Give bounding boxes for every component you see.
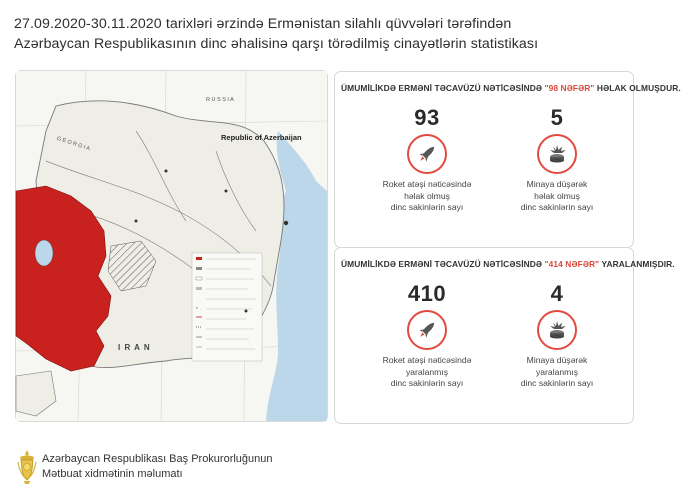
map-title: Republic of Azerbaijan: [221, 133, 302, 142]
killed-stats-panel: [334, 71, 681, 248]
mine-explosion-icon: [537, 310, 577, 350]
rocket-icon: [407, 134, 447, 174]
rocket-icon: [407, 310, 447, 350]
killed-mine-count: 5: [550, 105, 564, 130]
wounded-mine-count: 4: [550, 281, 564, 306]
title-line-2: Azərbaycan Respublikasının dinc əhalisinə qarşı törədilmiş cinayətlərin statistikası: [14, 36, 539, 52]
map-label-iran: I R A N: [118, 343, 151, 352]
footer: [16, 448, 436, 488]
killed-rocket-description: Roket atəşi nəticəsində həlak olmuş dinc sakinlərin sayı: [382, 179, 472, 212]
map-label-georgia: G E O R G I A: [55, 135, 91, 153]
killed-total: "98 NƏFƏR": [544, 83, 595, 93]
wounded-total: "414 NƏFƏR": [544, 259, 600, 269]
killed-rocket-count: 93: [414, 105, 440, 130]
killed-mine-stat: [487, 106, 627, 214]
wounded-rocket-count: 410: [407, 281, 447, 306]
killed-heading: ÜMUMİLİKDƏ ERMƏNİ TƏCAVÜZÜ NƏTİCƏSİNDƏ "98 NƏFƏR" HƏLAK OLMUŞDUR.: [341, 83, 681, 93]
footer-text: [42, 452, 273, 482]
wounded-heading: ÜMUMİLİKDƏ ERMƏNİ TƏCAVÜZÜ NƏTİCƏSİNDƏ "414 NƏFƏR" YARALANMIŞDIR.: [341, 259, 675, 269]
azerbaijan-map: [16, 71, 327, 421]
page-title: [14, 14, 654, 54]
footer-line-2: Mətbuat xidmətinin məlumatı: [42, 468, 183, 480]
map-label-russia: R U S S I A: [206, 97, 234, 103]
wounded-mine-description: Minaya düşərək yaralanmış dinc sakinlərin sayı: [520, 355, 594, 388]
map-panel: [15, 70, 328, 422]
killed-mine-description: Minaya düşərək həlak olmuş dinc sakinlərin sayı: [520, 179, 594, 212]
wounded-stats-panel: [334, 247, 675, 424]
wounded-mine-stat: [487, 282, 627, 390]
wounded-rocket-stat: [357, 282, 497, 390]
mine-explosion-icon: [537, 134, 577, 174]
killed-rocket-stat: [357, 106, 497, 214]
wounded-rocket-description: Roket atəşi nəticəsində yaralanmış dinc sakinlərin sayı: [382, 355, 472, 388]
title-line-1: 27.09.2020-30.11.2020 tarixləri ərzində Ermənistan silahlı qüvvələri tərəfindən: [14, 16, 512, 32]
prosecutor-emblem-icon: [16, 448, 38, 486]
footer-line-1: Azərbaycan Respublikası Baş Prokurorluğunun: [42, 453, 273, 465]
